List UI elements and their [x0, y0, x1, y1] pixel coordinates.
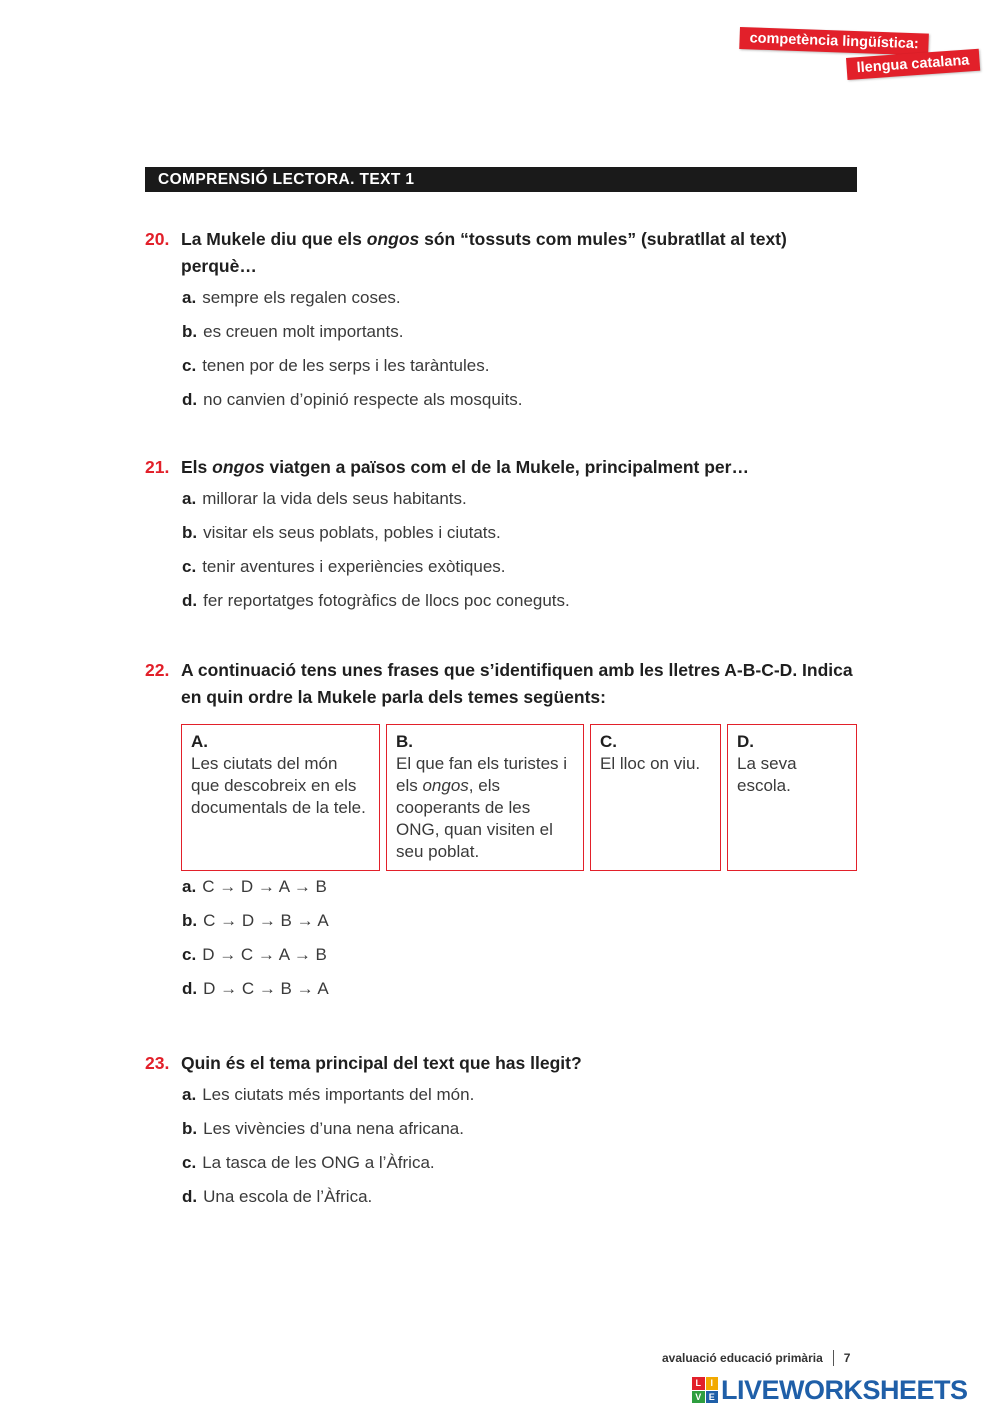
option-c[interactable]: c. tenen por de les serps i les taràntules. [182, 356, 490, 375]
topic-boxes [181, 724, 857, 871]
liveworksheets-logo-icon: L I V E [692, 1377, 718, 1403]
question-23 [145, 1050, 857, 1221]
option-a[interactable]: a. Les ciutats més importants del món. [182, 1085, 475, 1104]
option-d[interactable]: d. Una escola de l’Àfrica. [182, 1187, 373, 1206]
subject-tag-line1: competència lingüística: [739, 27, 929, 56]
question-20 [145, 226, 857, 424]
question-number: 22. [145, 660, 170, 680]
option-c[interactable]: c. La tasca de les ONG a l’Àfrica. [182, 1153, 435, 1172]
question-number: 20. [145, 229, 170, 249]
section-title: COMPRENSIÓ LECTORA. TEXT 1 [145, 167, 857, 192]
question-text: Els ongos viatgen a països com el de la Mukele, principalment per… [181, 457, 749, 477]
option-c[interactable]: c. D → C → A → B [182, 945, 327, 964]
footer-label: avaluació educació primària [662, 1351, 823, 1365]
option-a[interactable]: a. sempre els regalen coses. [182, 288, 401, 307]
option-a[interactable]: a. C → D → A → B [182, 877, 327, 896]
option-list [182, 877, 857, 999]
option-list [182, 1085, 857, 1207]
subject-tag-line2: llengua catalana [846, 49, 980, 80]
option-d[interactable]: d. fer reportatges fotogràfics de llocs poc coneguts. [182, 591, 570, 610]
option-list [182, 489, 857, 611]
option-a[interactable]: a. millorar la vida dels seus habitants. [182, 489, 467, 508]
liveworksheets-watermark[interactable] [692, 1375, 968, 1405]
option-c[interactable]: c. tenir aventures i experiències exòtiques. [182, 557, 506, 576]
option-list [182, 288, 857, 410]
question-number: 23. [145, 1053, 170, 1073]
question-number: 21. [145, 457, 170, 477]
option-b[interactable]: b. es creuen molt importants. [182, 322, 404, 341]
question-text: A continuació tens unes frases que s’identifiquen amb les lletres A-B-C-D. Indica en quin ordre la Mukele parla dels temes següents: [181, 660, 853, 707]
topic-box-b: B. El que fan els turistes i els ongos, els cooperants de les ONG, quan visiten el seu poblat. [386, 724, 584, 871]
question-21 [145, 454, 857, 625]
question-text: La Mukele diu que els ongos són “tossuts com mules” (subratllat al text) perquè… [181, 229, 787, 276]
topic-box-d: D. La seva escola. [727, 724, 857, 871]
page-footer [662, 1350, 850, 1366]
liveworksheets-text: LIVEWORKSHEETS [721, 1375, 968, 1405]
option-b[interactable]: b. C → D → B → A [182, 911, 329, 930]
question-22-options [145, 877, 857, 1013]
topic-box-a: A. Les ciutats del món que descobreix en els documentals de la tele. [181, 724, 380, 871]
question-22 [145, 657, 857, 711]
footer-divider [833, 1350, 834, 1366]
option-b[interactable]: b. Les vivències d’una nena africana. [182, 1119, 464, 1138]
option-d[interactable]: d. D → C → B → A [182, 979, 329, 998]
option-b[interactable]: b. visitar els seus poblats, pobles i ciutats. [182, 523, 501, 542]
topic-box-c: C. El lloc on viu. [590, 724, 721, 871]
page-number: 7 [843, 1351, 851, 1365]
question-text: Quin és el tema principal del text que has llegit? [181, 1053, 582, 1073]
option-d[interactable]: d. no canvien d’opinió respecte als mosquits. [182, 390, 523, 409]
